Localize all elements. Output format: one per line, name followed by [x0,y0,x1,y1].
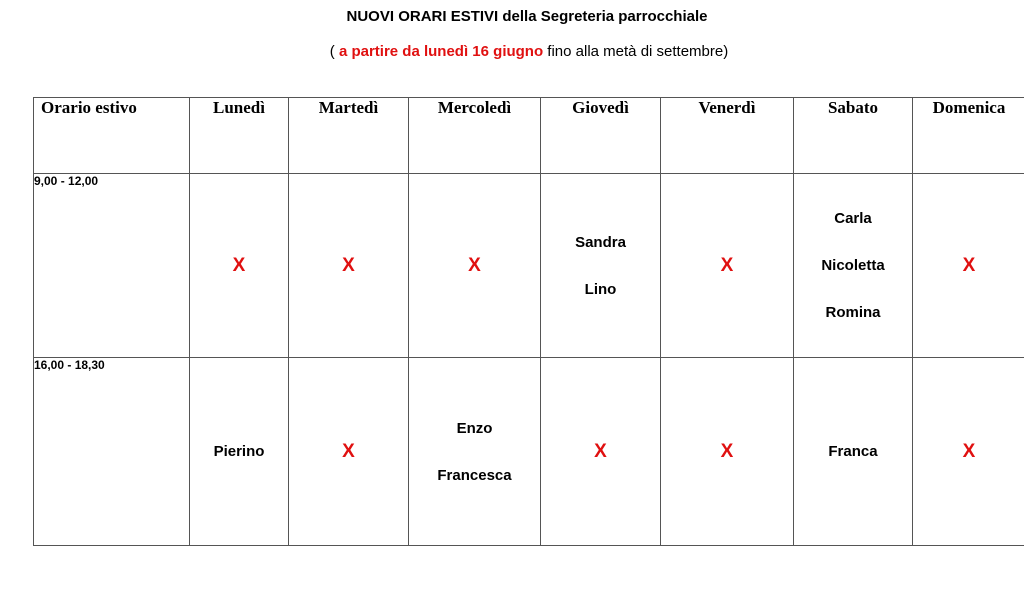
closed-mark: X [720,254,734,276]
volunteer-name: Nicoletta [821,257,885,274]
table-row [34,358,1024,546]
schedule-table [33,97,1024,546]
volunteer-name: Sandra [575,233,626,251]
volunteer-name: Lino [584,280,617,298]
volunteer-name: Carla [834,210,872,227]
closed-mark: X [468,254,481,276]
volunteer-name: Romina [825,304,881,321]
time-slot-cell: 16,00 - 18,30 [34,358,190,546]
closed-mark: X [962,254,976,276]
volunteer-name: Francesca [437,466,512,484]
unavailable-cell [661,174,794,358]
header-cell: Martedì [289,98,409,174]
unavailable-cell [289,174,409,358]
volunteer-cell [794,174,913,358]
volunteer-name: Pierino [213,443,265,460]
volunteer-cell [409,358,541,546]
header-cell: Lunedì [190,98,289,174]
page-title: NUOVI ORARI ESTIVI della Segreteria parrocchiale [346,8,708,25]
unavailable-cell [190,174,289,358]
subtitle-highlight: a partire da lunedì 16 giugno [338,43,544,60]
subtitle-open: ( [329,43,339,60]
closed-mark: X [594,440,607,462]
unavailable-cell [409,174,541,358]
header-cell: Giovedì [541,98,661,174]
closed-mark: X [962,440,976,462]
volunteer-cell [794,358,913,546]
unavailable-cell [661,358,794,546]
unavailable-cell [913,174,1024,358]
header-cell: Sabato [794,98,913,174]
header-row [34,98,1024,174]
closed-mark: X [232,254,246,276]
closed-mark: X [342,254,355,276]
volunteer-name: Franca [828,443,878,460]
volunteer-cell [190,358,289,546]
subtitle-rest: fino alla metà di settembre) [543,43,729,60]
volunteer-name: Enzo [456,419,493,437]
header-cell: Domenica [913,98,1024,174]
closed-mark: X [342,440,355,462]
header-cell: Venerdì [661,98,794,174]
header-cell: Mercoledì [409,98,541,174]
time-slot-cell: 9,00 - 12,00 [34,174,190,358]
closed-mark: X [720,440,734,462]
unavailable-cell [289,358,409,546]
unavailable-cell [541,358,661,546]
table-row [34,174,1024,358]
header-cell: Orario estivo [34,98,190,174]
volunteer-cell [541,174,661,358]
page-subtitle [0,43,1024,60]
unavailable-cell [913,358,1024,546]
